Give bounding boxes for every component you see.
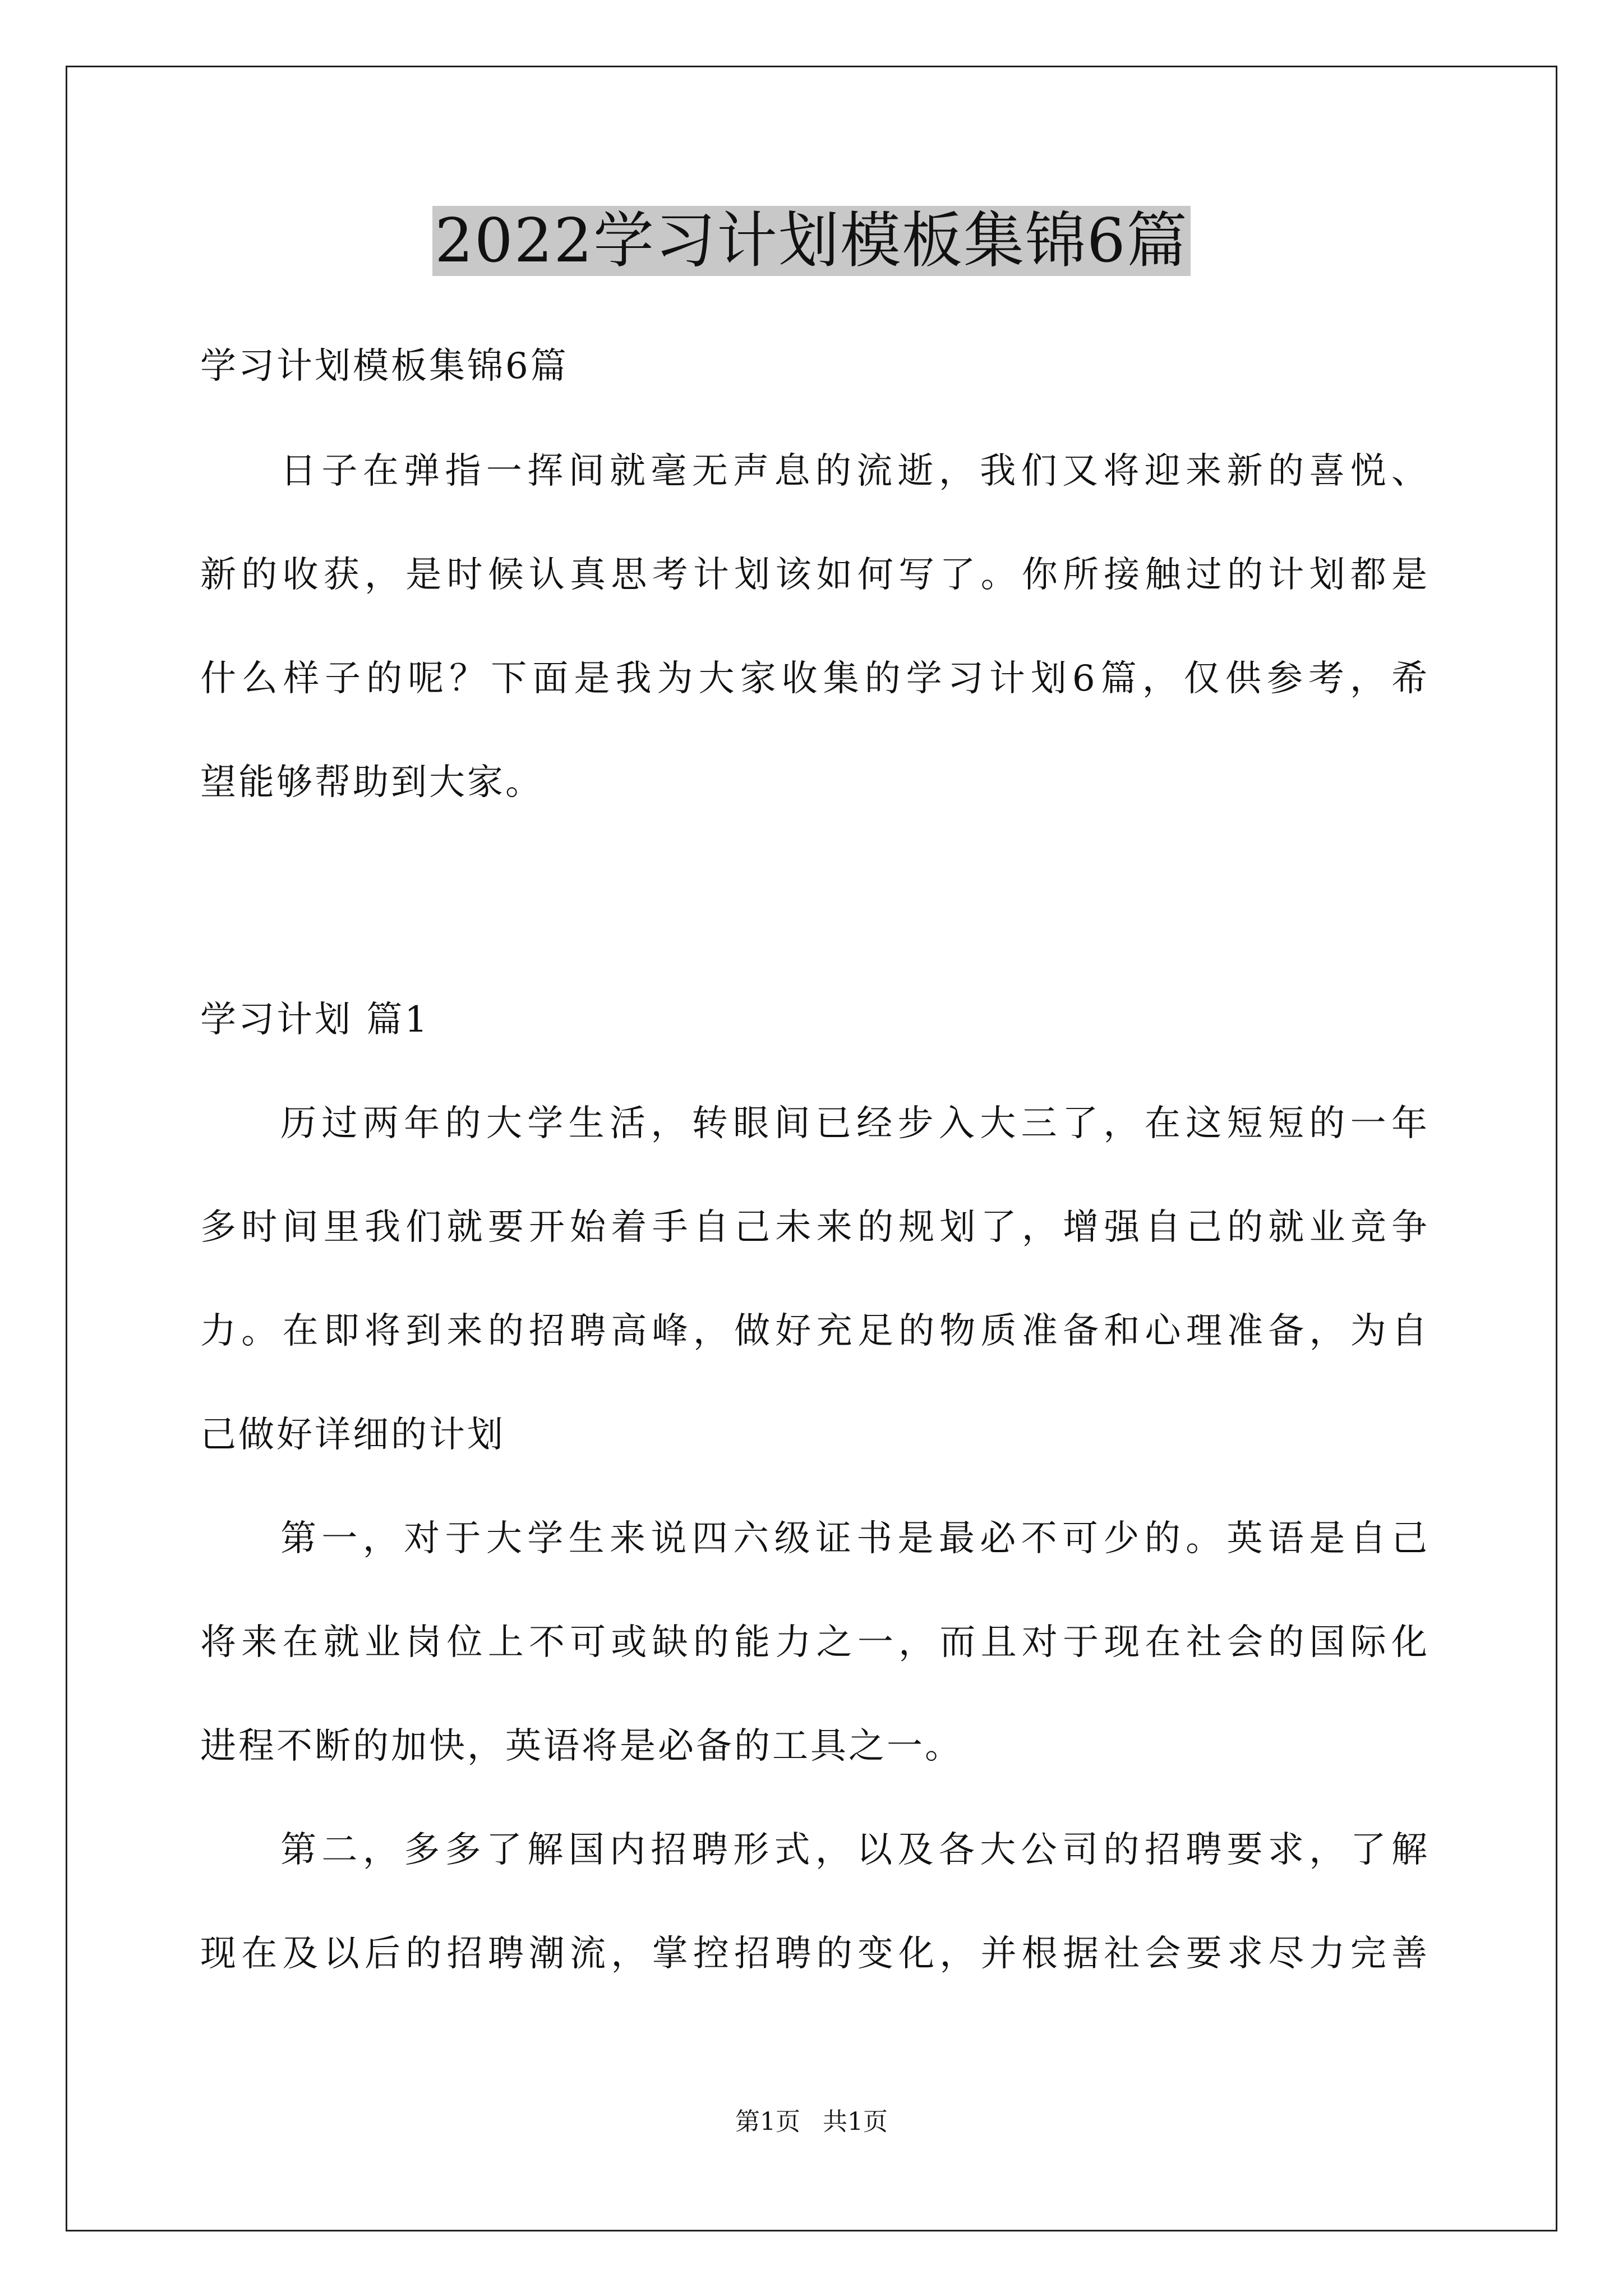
intro-line-2: 新的收获，是时候认真思考计划该如何写了。你所接触过的计划都是 [200,554,1427,596]
paragraph-line: 第二，多多了解国内招聘形式，以及各大公司的招聘要求，了解 [280,1829,1427,1871]
paragraph-line: 第一，对于大学生来说四六级证书是最必不可少的。英语是自己 [280,1518,1427,1559]
intro-line-4: 望能够帮助到大家。 [200,762,543,803]
paragraph-line: 多时间里我们就要开始着手自己未来的规划了，增强自己的就业竞争 [200,1207,1427,1248]
page-number: 第1页 [735,2108,800,2136]
paragraph-line: 己做好详细的计划 [200,1414,505,1456]
section-heading: 学习计划 篇1 [200,999,430,1041]
intro-line-1: 日子在弹指一挥间就毫无声息的流逝，我们又将迎来新的喜悦、 [280,450,1427,492]
paragraph-line: 将来在就业岗位上不可或缺的能力之一，而且对于现在社会的国际化 [200,1622,1427,1663]
paragraph-line: 进程不断的加快，英语将是必备的工具之一。 [200,1726,963,1767]
document-title: 2022学习计划模板集锦6篇 [0,205,1623,278]
document-subtitle: 学习计划模板集锦6篇 [200,346,569,387]
page-footer [0,2106,1623,2138]
paragraph-line: 历过两年的大学生活，转眼间已经步入大三了，在这短短的一年 [280,1103,1427,1144]
paragraph-line: 现在及以后的招聘潮流，掌控招聘的变化，并根据社会要求尽力完善 [200,1933,1427,1975]
intro-line-3: 什么样子的呢？下面是我为大家收集的学习计划6篇，仅供参考，希 [200,658,1427,700]
paragraph-line: 力。在即将到来的招聘高峰，做好充足的物质准备和心理准备，为自 [200,1310,1427,1352]
page-total: 共1页 [823,2108,888,2136]
page-border [66,66,1557,2231]
